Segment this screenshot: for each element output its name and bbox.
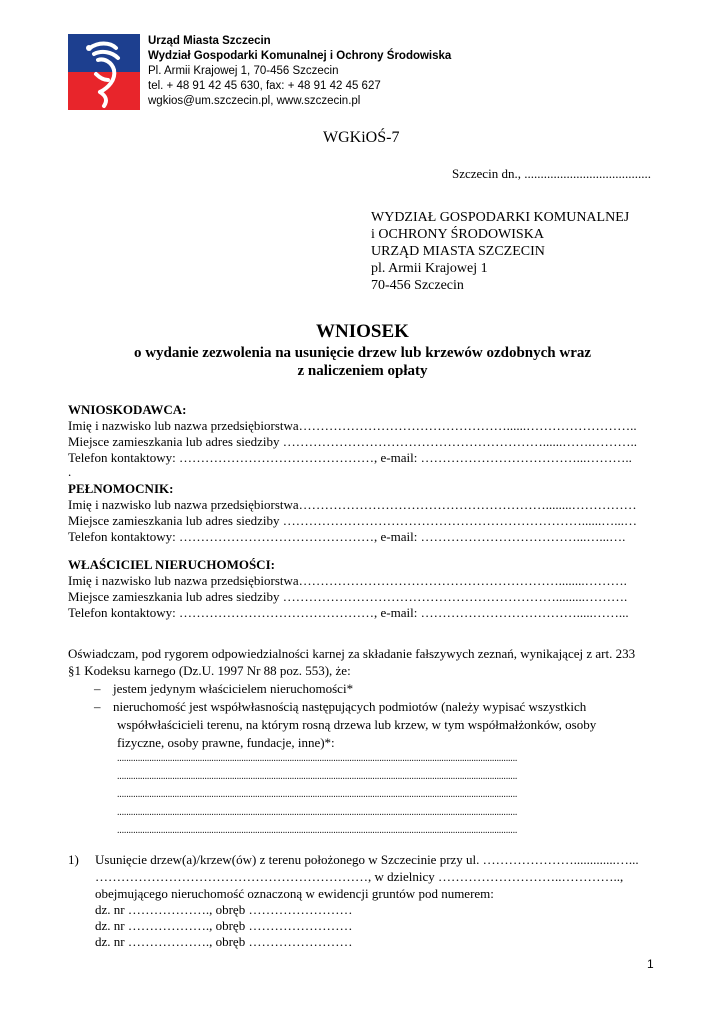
- item-number: 1): [68, 852, 79, 867]
- location-street-field[interactable]: Usunięcie drzew(a)/krzew(ów) z terenu położonego w Szczecinie przy ul. ………………….............…...: [95, 852, 639, 867]
- parcel-field[interactable]: dz. nr ………………., obręb ……………………: [95, 918, 353, 933]
- recipient-line: URZĄD MIASTA SZCZECIN: [371, 244, 545, 259]
- option-dash: –: [94, 699, 101, 714]
- department-name: Wydział Gospodarki Komunalnej i Ochrony Środowiska: [148, 50, 452, 62]
- parcel-field[interactable]: dz. nr ………………., obręb ……………………: [95, 902, 353, 917]
- applicant-address-field[interactable]: Miejsce zamieszkania lub adres siedziby ……………………………………………………......…….………..: [68, 434, 638, 449]
- office-address: Pl. Armii Krajowej 1, 70-456 Szczecin: [148, 65, 339, 77]
- form-code: WGKiOŚ-7: [323, 129, 400, 146]
- option-dash: –: [94, 681, 101, 696]
- proxy-heading: PEŁNOMOCNIK:: [68, 481, 174, 496]
- option-co-ownership-text: fizyczne, osoby prawne, fundacje, inne)*:: [117, 735, 335, 750]
- declaration-text: Oświadczam, pod rygorem odpowiedzialności karnej za składanie fałszywych zeznań, wynikającej z art. 233: [68, 646, 636, 661]
- document-title: WNIOSEK: [316, 321, 409, 342]
- parcel-field[interactable]: dz. nr ………………., obręb ……………………: [95, 934, 353, 949]
- parcel-intro-text: obejmującego nieruchomość oznaczoną w ewidencji gruntów pod numerem:: [95, 886, 494, 901]
- co-owner-blank-line[interactable]: ..............................................................................................................................................................................: [117, 771, 518, 782]
- applicant-phone-email-field[interactable]: Telefon kontaktowy: ………………………………………, e-mail: ………………………………...………..: [68, 450, 632, 465]
- co-owner-blank-line[interactable]: ..............................................................................................................................................................................: [117, 753, 518, 764]
- office-phone-fax: tel. + 48 91 42 45 630, fax: + 48 91 42 45 627: [148, 80, 381, 92]
- proxy-name-field[interactable]: Imię i nazwisko lub nazwa przedsiębiorstwa…………………………………………………........……………: [68, 497, 637, 512]
- recipient-line: i OCHRONY ŚRODOWISKA: [371, 227, 544, 242]
- city-logo: [68, 34, 140, 110]
- proxy-address-field[interactable]: Miejsce zamieszkania lub adres siedziby ……………………………………………………………......…...…: [68, 513, 638, 528]
- document-subtitle-line2: z naliczeniem opłaty: [297, 363, 428, 379]
- owner-phone-email-field[interactable]: Telefon kontaktowy: ………………………………………, e-mail: ……………………………….....……...: [68, 605, 629, 620]
- owner-heading: WŁAŚCICIEL NIERUCHOMOŚCI:: [68, 557, 275, 572]
- co-owner-blank-line[interactable]: ..............................................................................................................................................................................: [117, 807, 518, 818]
- owner-name-field[interactable]: Imię i nazwisko lub nazwa przedsiębiorstwa……………………………………………………........……….: [68, 573, 627, 588]
- option-co-ownership-text: współwłaścicieli terenu, na którym rosną drzewa lub krzew, w tym współmałżonków, osoby: [117, 717, 597, 732]
- option-sole-owner[interactable]: jestem jedynym właścicielem nieruchomości*: [113, 681, 354, 696]
- stray-dot: .: [68, 464, 72, 479]
- co-owner-blank-line[interactable]: ..............................................................................................................................................................................: [117, 789, 518, 800]
- office-email-web: wgkios@um.szczecin.pl, www.szczecin.pl: [148, 95, 361, 107]
- document-subtitle-line1: o wydanie zezwolenia na usunięcie drzew lub krzewów ozdobnych wraz: [133, 345, 592, 361]
- owner-address-field[interactable]: Miejsce zamieszkania lub adres siedziby ……………………………………………………….........……….: [68, 589, 628, 604]
- applicant-heading: WNIOSKODAWCA:: [68, 402, 187, 417]
- recipient-line: pl. Armii Krajowej 1: [371, 261, 488, 276]
- applicant-name-field[interactable]: Imię i nazwisko lub nazwa przedsiębiorstwa…………………………………………......……………………..: [68, 418, 637, 433]
- office-name: Urząd Miasta Szczecin: [148, 35, 271, 47]
- declaration-text: §1 Kodeksu karnego (Dz.U. 1997 Nr 88 poz. 553), że:: [68, 663, 351, 678]
- recipient-line: WYDZIAŁ GOSPODARKI KOMUNALNEJ: [371, 210, 630, 225]
- option-co-ownership[interactable]: nieruchomość jest współwłasnością następujących podmiotów (należy wypisać wszystkich: [113, 699, 587, 714]
- recipient-line: 70-456 Szczecin: [371, 278, 464, 293]
- co-owner-blank-line[interactable]: ..............................................................................................................................................................................: [117, 825, 518, 836]
- page-number: 1: [647, 957, 654, 971]
- date-line[interactable]: Szczecin dn., .......................................: [452, 166, 651, 181]
- proxy-phone-email-field[interactable]: Telefon kontaktowy: ………………………………………, e-mail: ………………………………...…...….: [68, 529, 626, 544]
- location-district-field[interactable]: ………………………………………………………, w dzielnicy ………………………..…………..,: [95, 869, 624, 884]
